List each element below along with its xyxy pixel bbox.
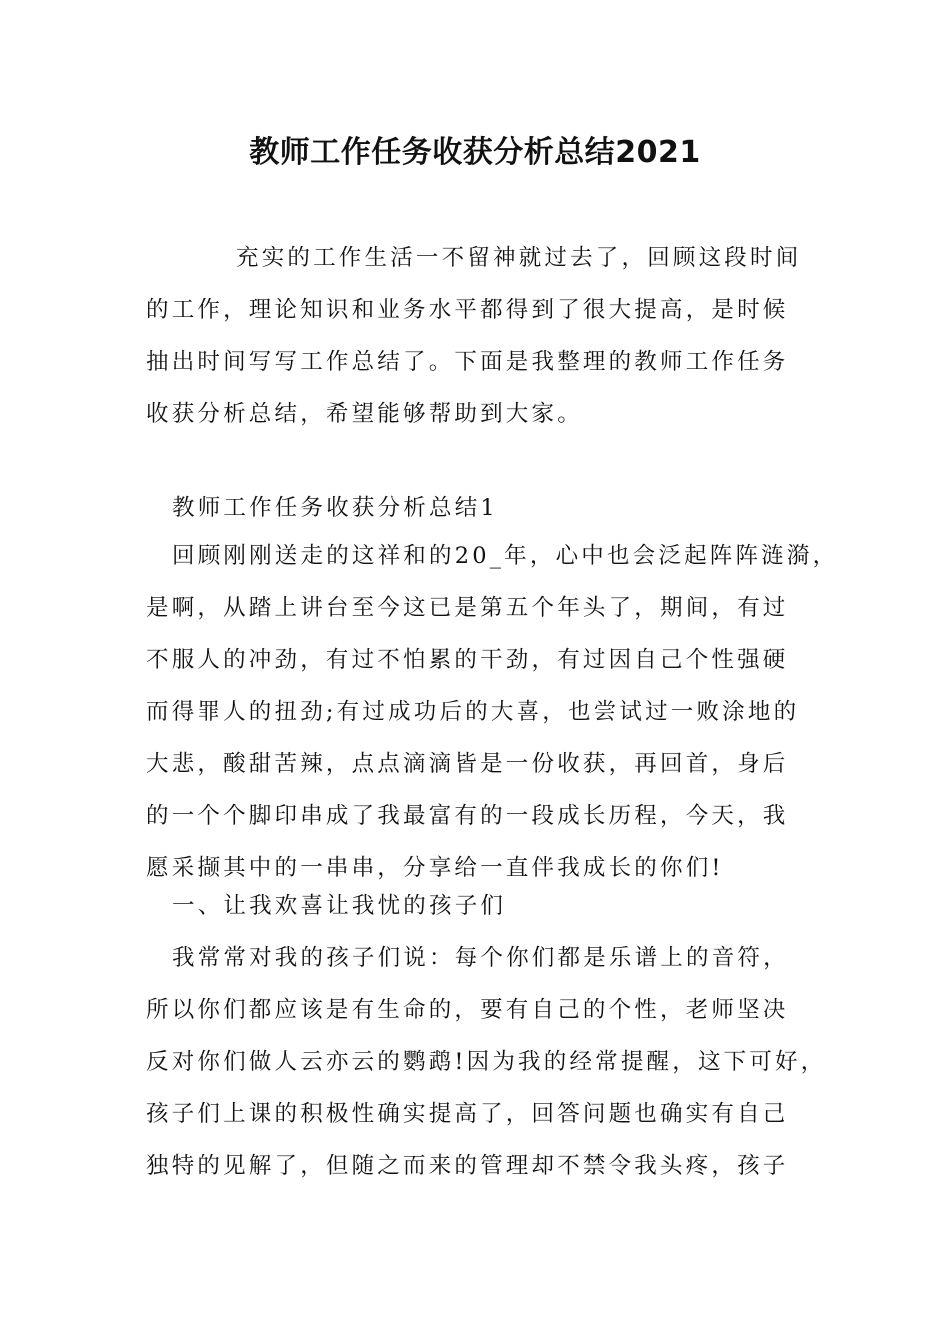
paragraph-1 bbox=[146, 530, 839, 894]
subheading: 一、让我欢喜让我忧的孩子们 bbox=[172, 893, 507, 919]
section-heading-block bbox=[146, 482, 810, 534]
paragraph-line: 所以你们都应该是有生命的，要有自己的个性，老师坚决 bbox=[146, 997, 789, 1023]
paragraph-line: 不服人的冲劲，有过不怕累的干劲，有过因自己个性强硬 bbox=[146, 647, 789, 673]
paragraph-line: 反对你们做人云亦云的鹦鹉!因为我的经常提醒，这下可好， bbox=[146, 1049, 827, 1075]
paragraph-line: 回顾刚刚送走的这祥和的20_年，心中也会泛起阵阵涟漪， bbox=[172, 543, 839, 569]
paragraph-line: 孩子们上课的积极性确实提高了，回答问题也确实有自己 bbox=[146, 1101, 789, 1127]
intro-line: 收获分析总结，希望能够帮助到大家。 bbox=[146, 401, 583, 427]
paragraph-line: 是啊，从踏上讲台至今这已是第五个年头了，期间，有过 bbox=[146, 595, 789, 621]
subheading-block bbox=[146, 880, 810, 932]
paragraph-line: 而得罪人的扭劲;有过成功后的大喜，也尝试过一败涂地的 bbox=[146, 699, 800, 725]
paragraph-line: 我常常对我的孩子们说：每个你们都是乐谱上的音符， bbox=[172, 945, 789, 971]
paragraph-line: 的一个个脚印串成了我最富有的一段成长历程，今天，我 bbox=[146, 803, 789, 829]
paragraph-line: 大悲，酸甜苦辣，点点滴滴皆是一份收获，再回首，身后 bbox=[146, 751, 789, 777]
intro-line: 的工作，理论知识和业务水平都得到了很大提高，是时候 bbox=[146, 297, 789, 323]
intro-line: 抽出时间写写工作总结了。下面是我整理的教师工作任务 bbox=[146, 349, 789, 375]
paragraph-line: 愿采撷其中的一串串，分享给一直伴我成长的你们! bbox=[146, 855, 724, 881]
paragraph-line: 独特的见解了，但随之而来的管理却不禁令我头疼，孩子 bbox=[146, 1153, 789, 1179]
paragraph-2 bbox=[146, 932, 827, 1192]
section-heading: 教师工作任务收获分析总结1 bbox=[172, 495, 498, 521]
document-title: 教师工作任务收获分析总结2021 bbox=[249, 135, 701, 170]
intro-paragraph bbox=[146, 232, 810, 440]
intro-line: 充实的工作生活一不留神就过去了，回顾这段时间 bbox=[236, 245, 802, 271]
